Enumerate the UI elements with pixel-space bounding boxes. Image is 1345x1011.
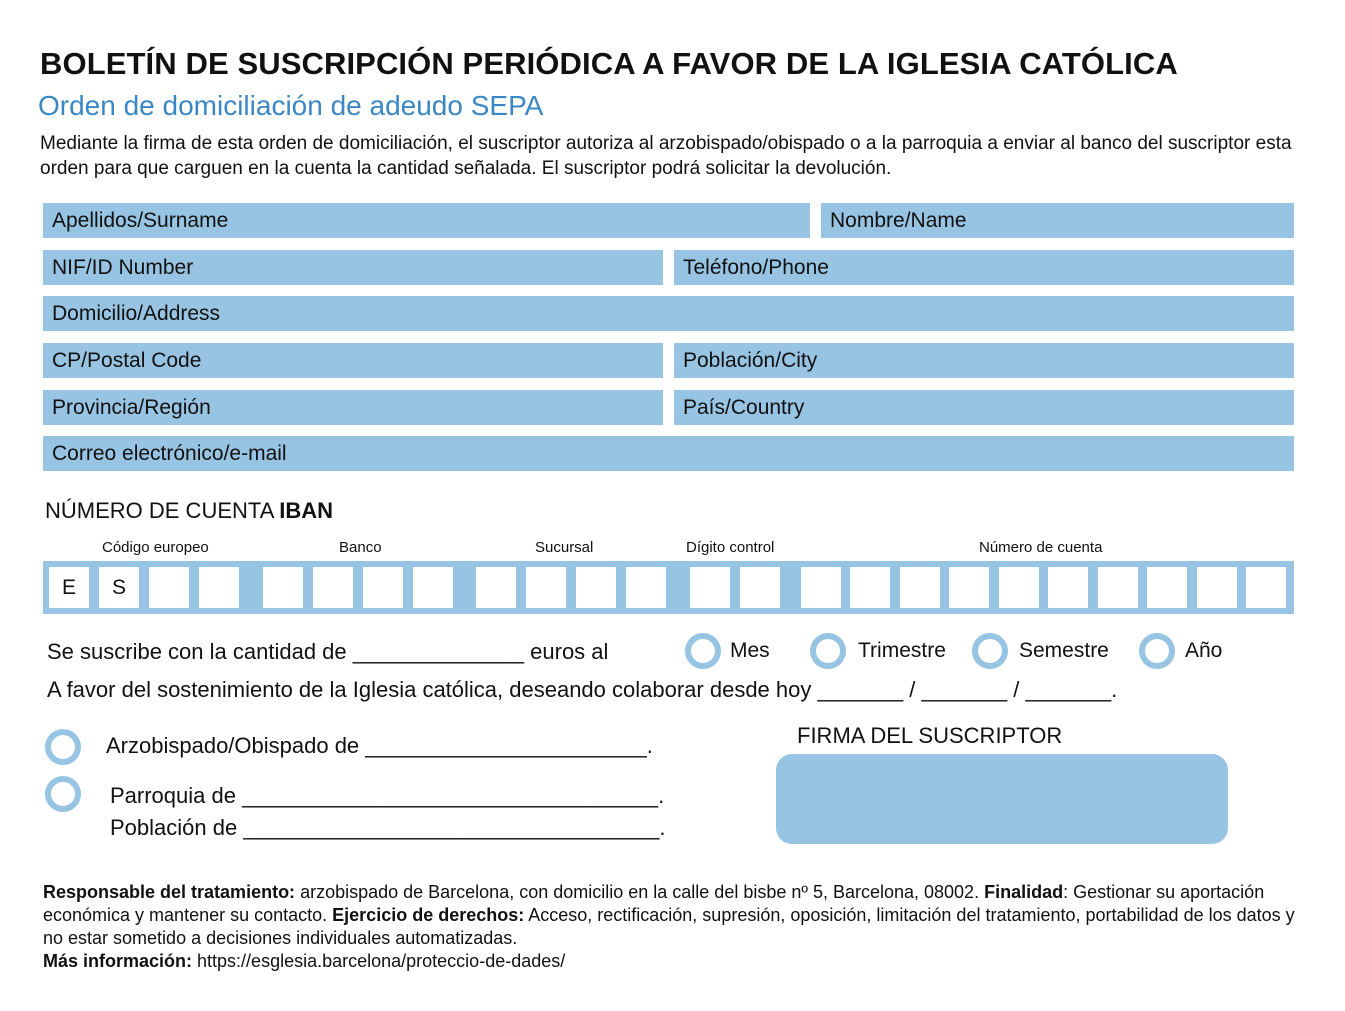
postal-code-field[interactable]: CP/Postal Code	[43, 343, 663, 378]
parish-line: Parroquia de __________________________________.	[110, 783, 665, 808]
archdiocese-line: Arzobispado/Obispado de _______________________.	[106, 733, 653, 758]
iban-title-bold: IBAN	[279, 498, 334, 523]
amount-line: Se suscribe con la cantidad de ______________ euros al	[47, 639, 609, 664]
iban-digit-box[interactable]	[263, 567, 303, 608]
iban-digit-box[interactable]	[740, 567, 780, 608]
period-radio-month[interactable]	[685, 633, 721, 669]
country-field[interactable]: País/Country	[674, 390, 1294, 425]
period-radio-semester[interactable]	[972, 633, 1008, 669]
iban-digit-box[interactable]	[801, 567, 841, 608]
iban-caption-control: Dígito control	[686, 539, 775, 556]
city-field[interactable]: Población/City	[674, 343, 1294, 378]
iban-digit-box[interactable]	[999, 567, 1039, 608]
form-title: BOLETÍN DE SUSCRIPCIÓN PERIÓDICA A FAVOR DE LA IGLESIA CATÓLICA	[40, 46, 1178, 81]
legal-rights-text: Acceso, rectificación, supresión, oposición, limitación del tratamiento, portabilidad de los datos y no estar sometido a decisiones individuales automatizadas.	[43, 905, 1295, 948]
iban-digit-box[interactable]	[149, 567, 189, 608]
archdiocese-radio[interactable]	[45, 729, 81, 765]
period-label-year: Año	[1185, 639, 1223, 662]
province-field[interactable]: Provincia/Región	[43, 390, 663, 425]
iban-digit-box[interactable]	[626, 567, 666, 608]
iban-caption-account: Número de cuenta	[979, 539, 1103, 556]
iban-digit-box[interactable]: S	[99, 567, 139, 608]
iban-caption-branch: Sucursal	[535, 539, 594, 556]
iban-caption-code: Código europeo	[102, 539, 209, 556]
iban-digit-box[interactable]	[1246, 567, 1286, 608]
signature-box[interactable]	[776, 754, 1228, 844]
date-line: A favor del sostenimiento de la Iglesia católica, deseando colaborar desde hoy _______ / _______ / _______.	[47, 677, 1118, 702]
iban-title-prefix: NÚMERO DE CUENTA	[45, 498, 280, 523]
iban-digit-box[interactable]	[313, 567, 353, 608]
town-line: Población de __________________________________.	[110, 815, 666, 840]
period-label-month: Mes	[730, 639, 770, 662]
legal-more-label: Más información:	[43, 951, 193, 971]
iban-digit-box[interactable]	[476, 567, 516, 608]
surname-field[interactable]: Apellidos/Surname	[43, 203, 810, 238]
iban-digit-box[interactable]: E	[49, 567, 89, 608]
legal-more-link[interactable]: https://esglesia.barcelona/proteccio-de-dades/	[192, 951, 566, 971]
period-label-quarter: Trimestre	[858, 639, 946, 662]
address-field[interactable]: Domicilio/Address	[43, 296, 1294, 331]
period-label-semester: Semestre	[1019, 639, 1109, 662]
email-field[interactable]: Correo electrónico/e-mail	[43, 436, 1294, 471]
iban-digit-box[interactable]	[900, 567, 940, 608]
phone-field[interactable]: Teléfono/Phone	[674, 250, 1294, 285]
iban-digit-box[interactable]	[413, 567, 453, 608]
period-radio-quarter[interactable]	[810, 633, 846, 669]
legal-purpose-label: Finalidad	[984, 882, 1064, 902]
iban-digit-box[interactable]	[850, 567, 890, 608]
iban-digit-box[interactable]	[690, 567, 730, 608]
iban-digit-box[interactable]	[1098, 567, 1138, 608]
parish-radio[interactable]	[45, 776, 81, 812]
nif-field[interactable]: NIF/ID Number	[43, 250, 663, 285]
iban-digit-box[interactable]	[1197, 567, 1237, 608]
intro-paragraph: Mediante la firma de esta orden de domiciliación, el suscriptor autoriza al arzobispado/obispado o a la parroquia a enviar al banco del suscriptor esta orden para que carguen en la cuenta la cantidad señalada. El suscriptor podrá solicitar la devolución.	[40, 133, 1292, 179]
iban-digit-box[interactable]	[526, 567, 566, 608]
legal-resp-text: arzobispado de Barcelona, con domicilio en la calle del bisbe nº 5, Barcelona, 08002.	[295, 882, 985, 902]
iban-digit-box[interactable]	[199, 567, 239, 608]
name-field[interactable]: Nombre/Name	[821, 203, 1294, 238]
legal-notice	[43, 881, 1308, 973]
iban-digit-box[interactable]	[1048, 567, 1088, 608]
legal-resp-label: Responsable del tratamiento:	[43, 882, 296, 902]
legal-purpose-text: : Gestionar su aportación económica y mantener su contacto.	[43, 882, 1265, 925]
period-radio-year[interactable]	[1139, 633, 1175, 669]
iban-caption-bank: Banco	[339, 539, 382, 556]
iban-digit-box[interactable]	[949, 567, 989, 608]
iban-title	[45, 498, 333, 524]
iban-digit-box[interactable]	[576, 567, 616, 608]
iban-digit-box[interactable]	[363, 567, 403, 608]
signature-title: FIRMA DEL SUSCRIPTOR	[797, 723, 1063, 748]
legal-rights-label: Ejercicio de derechos:	[332, 905, 525, 925]
iban-digit-box[interactable]	[1147, 567, 1187, 608]
form-subtitle: Orden de domiciliación de adeudo SEPA	[38, 90, 544, 121]
